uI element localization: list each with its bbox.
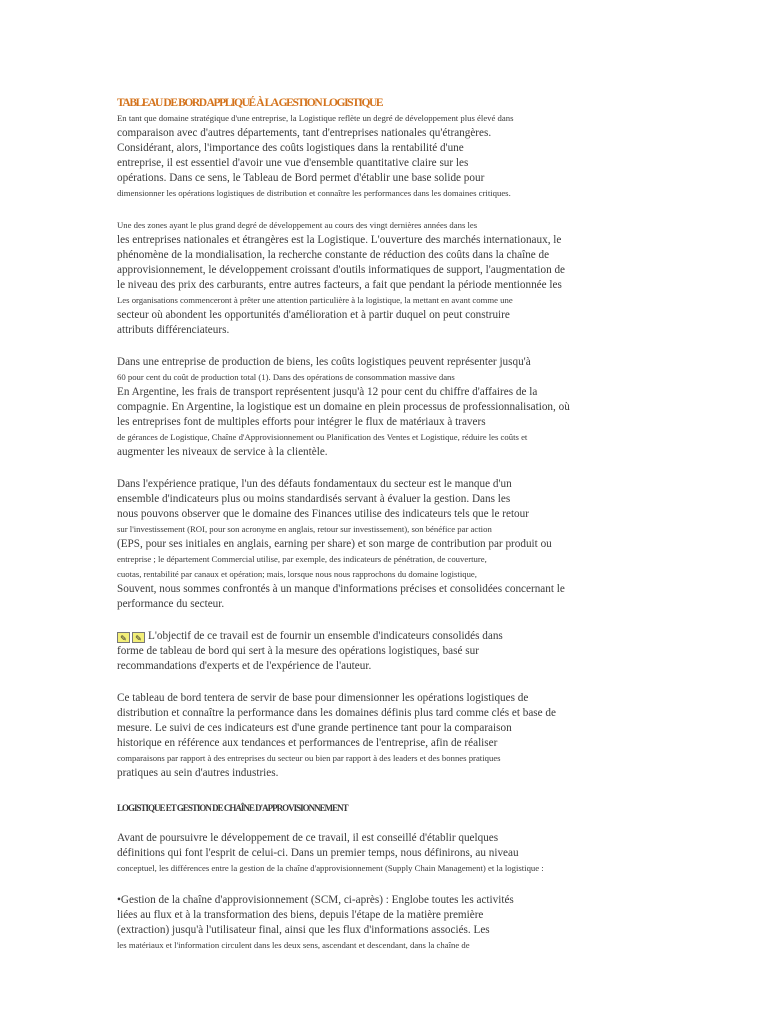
line-text: pratiques au sein d'autres industries. xyxy=(117,767,279,779)
text-line xyxy=(117,370,627,385)
text-line xyxy=(117,861,627,876)
text-line xyxy=(117,908,627,923)
line-text: sur l'investissement (ROI, pour son acronyme en anglais, retour sur investissement), son bénéfice par action xyxy=(117,524,492,534)
line-text: conceptuel, les différences entre la gestion de la chaîne d'approvisionnement (Supply Chain Management) et la logistique : xyxy=(117,863,544,873)
line-text: de gérances de Logistique, Chaîne d'Approvisionnement ou Planification des Ventes et Logistique, réduire les coûts et xyxy=(117,432,528,442)
paragraph xyxy=(117,831,627,876)
text-line xyxy=(117,597,627,612)
line-text: opérations. Dans ce sens, le Tableau de Bord permet d'établir une base solide pour xyxy=(117,172,485,184)
line-text: performance du secteur. xyxy=(117,598,225,610)
line-text: •Gestion de la chaîne d'approvisionnement (SCM, ci-après) : Englobe toutes les activités xyxy=(117,894,514,906)
text-line xyxy=(117,736,627,751)
line-text: En tant que domaine stratégique d'une entreprise, la Logistique reflète un degré de développement plus élevé dans xyxy=(117,113,514,123)
line-text: Avant de poursuivre le développement de ce travail, il est conseillé d'établir quelques xyxy=(117,832,499,844)
line-text: distribution et connaître la performance dans les domaines définis plus tard comme clés et base de xyxy=(117,707,556,719)
body-part-1 xyxy=(117,111,627,781)
paragraph xyxy=(117,218,627,338)
line-text: entreprise, il est essentiel d'avoir une vue d'ensemble quantitative claire sur les xyxy=(117,157,469,169)
text-line xyxy=(117,156,627,171)
text-line xyxy=(117,233,627,248)
text-line xyxy=(117,537,627,552)
body-part-2 xyxy=(117,831,627,953)
text-line xyxy=(117,522,627,537)
line-text: Une des zones ayant le plus grand degré de développement au cours des vingt dernières années dans les xyxy=(117,220,478,230)
text-line xyxy=(117,126,627,141)
line-text: Les organisations commenceront à prêter une attention particulière à la logistique, la mettant en avant comme une xyxy=(117,295,513,305)
text-line xyxy=(117,751,627,766)
text-line xyxy=(117,846,627,861)
document-page xyxy=(117,97,627,970)
text-line xyxy=(117,766,627,781)
text-line xyxy=(117,400,627,415)
line-text: augmenter les niveaux de service à la clientèle. xyxy=(117,446,328,458)
text-line xyxy=(117,293,627,308)
text-line xyxy=(117,507,627,522)
line-text: cuotas, rentabilité par canaux et opération; mais, lorsque nous nous rapprochons du domaine logistique, xyxy=(117,569,477,579)
line-text: ensemble d'indicateurs plus ou moins standardisés servant à évaluer la gestion. Dans les xyxy=(117,493,511,505)
text-line xyxy=(117,721,627,736)
text-line xyxy=(117,893,627,908)
line-text: (extraction) jusqu'à l'utilisateur final, ainsi que les flux d'informations associés. Les xyxy=(117,924,490,936)
text-line xyxy=(117,218,627,233)
line-text: dimensionner les opérations logistiques de distribution et connaître les performances dans les domaines critiques. xyxy=(117,188,511,198)
text-line xyxy=(117,492,627,507)
line-text: forme de tableau de bord qui sert à la mesure des opérations logistiques, basé sur xyxy=(117,645,479,657)
line-text: 60 pour cent du coût de production total (1). Dans des opérations de consommation massive dans xyxy=(117,372,455,382)
text-line xyxy=(117,308,627,323)
text-line xyxy=(117,323,627,338)
line-text: définitions qui font l'esprit de celui-ci. Dans un premier temps, nous définirons, au niveau xyxy=(117,847,519,859)
text-line xyxy=(117,430,627,445)
paragraph xyxy=(117,893,627,953)
text-line xyxy=(117,706,627,721)
paragraph xyxy=(117,629,627,674)
text-line xyxy=(117,141,627,156)
line-text: comparaisons par rapport à des entreprises du secteur ou bien par rapport à des leaders et des bonnes pratiques xyxy=(117,753,501,763)
line-text: comparaison avec d'autres départements, tant d'entreprises nationales qu'étrangères. xyxy=(117,127,492,139)
line-text: Dans une entreprise de production de biens, les coûts logistiques peuvent représenter jusqu'à xyxy=(117,356,531,368)
text-line xyxy=(117,659,627,674)
line-text: mesure. Le suivi de ces indicateurs est d'une grande pertinence tant pour la comparaison xyxy=(117,722,512,734)
line-text: historique en référence aux tendances et performances de l'entreprise, afin de réaliser xyxy=(117,737,498,749)
line-text: nous pouvons observer que le domaine des Finances utilise des indicateurs tels que le retour xyxy=(117,508,529,520)
text-line xyxy=(117,567,627,582)
line-text: liées au flux et à la transformation des biens, depuis l'étape de la matière première xyxy=(117,909,484,921)
text-line xyxy=(117,445,627,460)
line-text: secteur où abondent les opportunités d'amélioration et à partir duquel on peut construire xyxy=(117,309,510,321)
text-line xyxy=(117,111,627,126)
paragraph xyxy=(117,111,627,201)
line-text: Ce tableau de bord tentera de servir de base pour dimensionner les opérations logistiques de xyxy=(117,692,529,704)
text-line xyxy=(117,923,627,938)
text-line xyxy=(117,415,627,430)
text-line xyxy=(117,355,627,370)
document-title: TABLEAU DE BORD APPLIQUÉ À LA GESTION LOGISTIQUE xyxy=(117,97,383,109)
line-text: approvisionnement, le développement croissant d'outils informatiques de support, l'augmentation de xyxy=(117,264,566,276)
line-text: (EPS, pour ses initiales en anglais, earning per share) et son marge de contribution par produit ou xyxy=(117,538,552,550)
line-text: Considérant, alors, l'importance des coûts logistiques dans la rentabilité d'une xyxy=(117,142,464,154)
line-text: compagnie. En Argentine, la logistique est un domaine en plein processus de professionnalisation, où xyxy=(117,401,570,413)
text-line xyxy=(117,171,627,186)
text-line xyxy=(117,385,627,400)
line-text: recommandations d'experts et de l'expérience de l'auteur. xyxy=(117,660,372,672)
line-text: phénomène de la mondialisation, la recherche constante de réduction des coûts dans la chaîne de xyxy=(117,249,550,261)
line-text: L'objectif de ce travail est de fournir un ensemble d'indicateurs consolidés dans xyxy=(148,630,503,642)
line-text: les entreprises font de multiples efforts pour intégrer le flux de matériaux à travers xyxy=(117,416,486,428)
line-text: les entreprises nationales et étrangères est la Logistique. L'ouverture des marchés internationaux, le xyxy=(117,234,562,246)
paragraph xyxy=(117,691,627,781)
text-line xyxy=(117,644,627,659)
line-text: En Argentine, les frais de transport représentent jusqu'à 12 pour cent du chiffre d'affaires de la xyxy=(117,386,538,398)
text-line xyxy=(117,582,627,597)
pencil-note-icon[interactable]: ✎ xyxy=(117,632,130,643)
line-text: entreprise ; le département Commercial utilise, par exemple, des indicateurs de pénétration, de couverture, xyxy=(117,554,487,564)
line-text: Souvent, nous sommes confrontés à un manque d'informations précises et consolidées concernant le xyxy=(117,583,565,595)
text-line xyxy=(117,278,627,293)
text-line xyxy=(117,691,627,706)
text-line xyxy=(117,477,627,492)
text-line xyxy=(117,831,627,846)
text-line xyxy=(117,629,627,644)
paragraph xyxy=(117,355,627,460)
line-text: les matériaux et l'information circulent dans les deux sens, ascendant et descendant, dans la chaîne de xyxy=(117,940,470,950)
text-line xyxy=(117,263,627,278)
pencil-note-icon[interactable]: ✎ xyxy=(132,632,145,643)
text-line xyxy=(117,938,627,953)
section-heading: LOGISTIQUE ET GESTION DE CHAÎNE D'APPROVISIONNEMENT xyxy=(117,803,348,813)
line-text: Dans l'expérience pratique, l'un des défauts fondamentaux du secteur est le manque d'un xyxy=(117,478,512,490)
line-text: attributs différenciateurs. xyxy=(117,324,230,336)
paragraph xyxy=(117,477,627,612)
text-line xyxy=(117,186,627,201)
text-line xyxy=(117,552,627,567)
text-line xyxy=(117,248,627,263)
line-text: le niveau des prix des carburants, entre autres facteurs, a fait que pendant la période mentionnée les xyxy=(117,279,562,291)
